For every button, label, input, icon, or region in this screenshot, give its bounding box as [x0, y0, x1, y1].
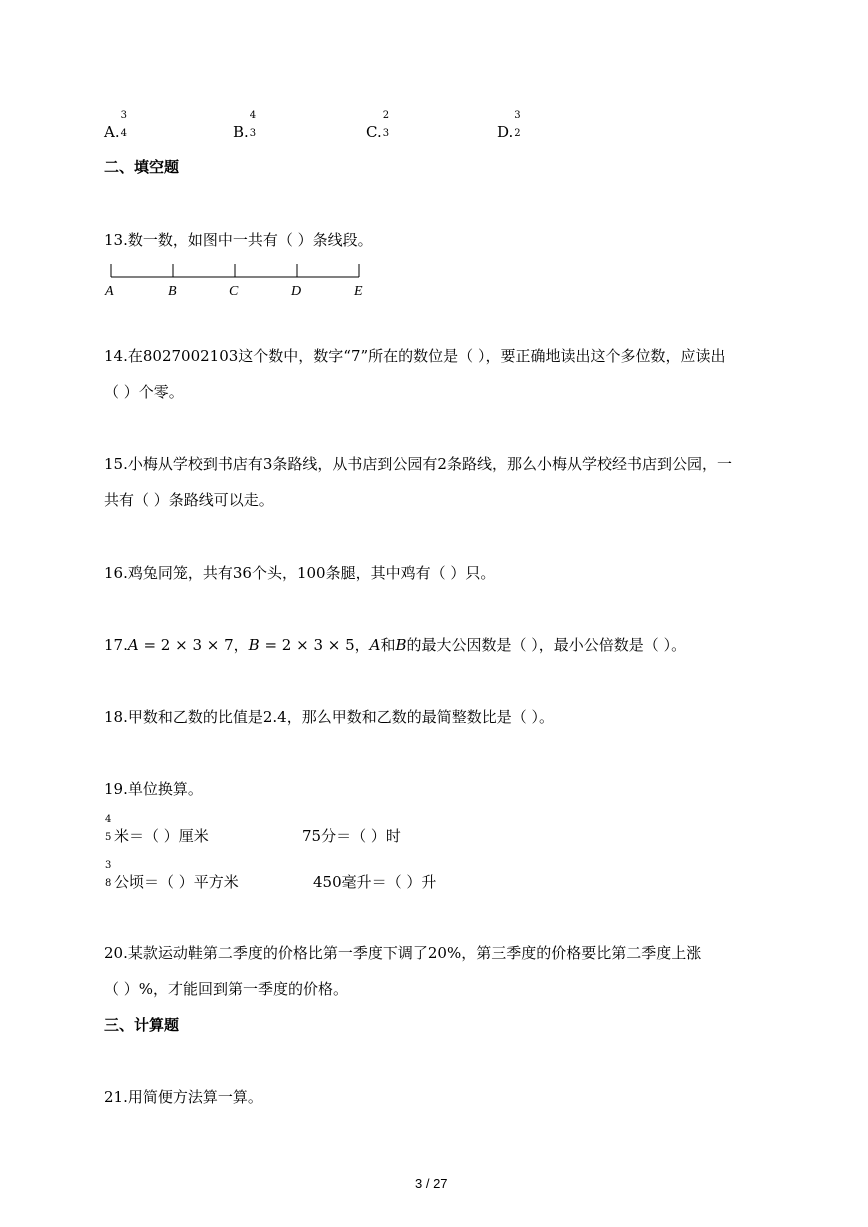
page-number: 3 / 27	[415, 1176, 448, 1191]
point-label-c: C	[229, 284, 239, 299]
numerator: 3	[120, 110, 127, 121]
question-13: 13.数一数，如图中一共有（ ）条线段。	[104, 231, 373, 249]
option-a	[104, 110, 130, 142]
denominator: 5	[105, 832, 112, 843]
numerator: 3	[105, 860, 112, 871]
question-20-line2: （ ）%，才能回到第一季度的价格。	[104, 980, 349, 998]
question-16: 16.鸡兔同笼，共有36个头，100条腿，其中鸡有（ ）只。	[104, 564, 496, 582]
point-label-e: E	[354, 284, 363, 299]
q17-and: 和	[380, 636, 396, 654]
numerator: 4	[105, 814, 112, 825]
fraction	[382, 110, 392, 142]
question-20-line1: 20.某款运动鞋第二季度的价格比第一季度下调了20%，第三季度的价格要比第二季度上涨	[104, 944, 702, 962]
denominator: 3	[382, 128, 390, 139]
numerator: 3	[514, 110, 521, 121]
q19-item-a	[104, 814, 209, 846]
denominator: 4	[120, 128, 127, 139]
q17-number: 17.	[104, 636, 128, 654]
denominator: 3	[249, 128, 257, 139]
question-21: 21.用简便方法算一算。	[104, 1088, 263, 1106]
option-d	[497, 110, 523, 142]
q19-item-c	[104, 860, 239, 892]
q17-var-b2: B	[395, 636, 407, 654]
fraction	[104, 860, 114, 892]
point-label-d: D	[291, 284, 302, 299]
q17-rest: 的最大公因数是（ ），最小公倍数是（ ）。	[406, 636, 687, 654]
question-15-line2: 共有（ ）条路线可以走。	[104, 491, 274, 509]
option-letter: D.	[497, 123, 514, 141]
question-18: 18.甲数和乙数的比值是2.4，那么甲数和乙数的最简整数比是（ ）。	[104, 708, 554, 726]
fraction	[249, 110, 259, 142]
numerator: 2	[382, 110, 390, 121]
denominator: 8	[105, 878, 112, 889]
q19-item-d: 450毫升＝（ ）升	[313, 873, 437, 891]
fraction	[120, 110, 130, 142]
option-letter: C.	[366, 123, 382, 141]
section-heading-calculation: 三、计算题	[104, 1016, 180, 1034]
q19-item-c-text: 公顷＝（ ）平方米	[114, 873, 239, 891]
q17-var-a2: A	[369, 636, 381, 654]
q17-var-a: A	[127, 636, 139, 654]
q17-expr-b: = 2 × 3 × 5，	[259, 636, 370, 654]
question-17	[104, 635, 686, 655]
section-heading-fill-in: 二、填空题	[104, 158, 180, 176]
option-letter: A.	[104, 123, 120, 141]
question-15-line1: 15.小梅从学校到书店有3条路线，从书店到公园有2条路线，那么小梅从学校经书店到公园，一	[104, 455, 732, 473]
line-segment-figure	[100, 260, 380, 300]
option-letter: B.	[233, 123, 249, 141]
option-b	[233, 110, 259, 142]
fraction	[104, 814, 114, 846]
q17-var-b: B	[248, 636, 260, 654]
fraction	[513, 110, 523, 142]
question-14-line2: （ ）个零。	[104, 383, 184, 401]
q19-item-b: 75分＝（ ）时	[302, 827, 401, 845]
option-c	[366, 110, 392, 142]
point-label-b: B	[168, 284, 177, 299]
denominator: 2	[514, 128, 521, 139]
q17-expr-a: = 2 × 3 × 7，	[138, 636, 249, 654]
numerator: 4	[249, 110, 257, 121]
q19-item-a-text: 米＝（ ）厘米	[114, 827, 209, 845]
question-14-line1: 14.在8027002103这个数中，数字“7”所在的数位是（ ），要正确地读出这个多位数，应读出	[104, 347, 726, 365]
question-19: 19.单位换算。	[104, 780, 203, 798]
point-label-a: A	[105, 284, 114, 299]
